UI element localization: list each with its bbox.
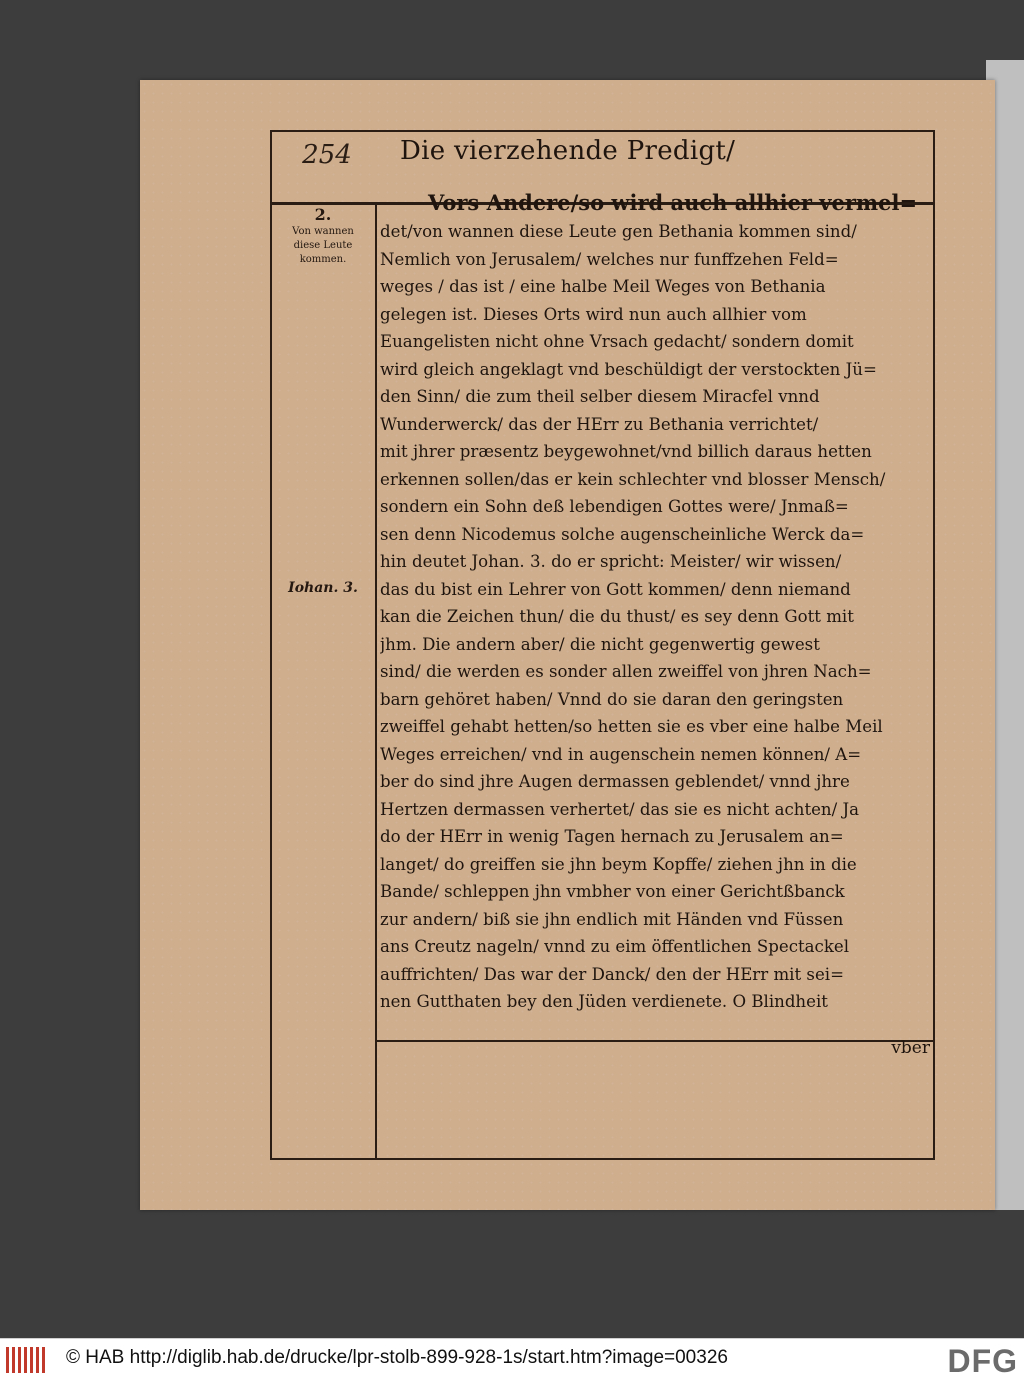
- body-line: det/von wannen diese Leute gen Bethania kommen sind/: [380, 222, 857, 241]
- margin-note-line: diese Leute: [293, 240, 353, 251]
- body-line: barn gehöret haben/ Vnnd do sie daran den geringsten: [380, 689, 844, 709]
- body-line: jhm. Die andern aber/ die nicht gegenwertig gewest: [380, 634, 820, 654]
- scanned-page: [140, 80, 995, 1210]
- body-line: do der HErr in wenig Tagen hernach zu Jerusalem an=: [380, 827, 844, 846]
- body-line: zweiffel gehabt hetten/so hetten sie es vber eine halbe Meil: [380, 717, 883, 736]
- body-line: ans Creutz nageln/ vnnd zu eim öffentlichen Spectackel: [380, 937, 850, 956]
- running-head: Die vierzehende Predigt/: [400, 136, 736, 166]
- body-line: sind/ die werden es sonder allen zweiffel von jhren Nach=: [380, 662, 872, 681]
- body-line: kan die Zeichen thun/ die du thust/ es sey denn Gott mit: [380, 607, 854, 626]
- body-line: wird gleich angeklagt vnd beschüldigt der verstockten Jü=: [380, 359, 877, 379]
- body-line: Vors Andere/so wird auch allhier vermel=: [428, 190, 918, 215]
- body-line: mit jhrer præsentz beygewohnet/vnd billich daraus hetten: [380, 442, 872, 461]
- page-number: 254: [302, 140, 352, 170]
- body-text: [380, 188, 935, 1016]
- margin-note: [277, 205, 369, 267]
- body-line: langet/ do greiffen sie jhn beym Kopffe/ ziehen jhn in die: [380, 854, 857, 874]
- body-line: ber do sind jhre Augen dermassen geblendet/ vnnd jhre: [380, 772, 850, 791]
- body-line: das du bist ein Lehrer von Gott kommen/ denn niemand: [380, 579, 851, 599]
- body-line: Weges erreichen/ vnd in augenschein nemen können/ A=: [380, 744, 862, 764]
- body-line: auffrichten/ Das war der Danck/ den der HErr mit sei=: [380, 964, 844, 984]
- body-line: nen Gutthaten bey den Jüden verdienete. O Blindheit: [380, 992, 828, 1011]
- body-line: Wunderwerck/ das der HErr zu Bethania verrichtet/: [380, 414, 819, 434]
- body-line: zur andern/ biß sie jhn endlich mit Händen vnd Füssen: [380, 909, 844, 929]
- margin-note-line: kommen.: [299, 254, 347, 265]
- viewer-footer: [0, 1338, 1024, 1380]
- body-line: Nemlich von Jerusalem/ welches nur funffzehen Feld=: [380, 249, 839, 269]
- body-line: gelegen ist. Dieses Orts wird nun auch allhier vom: [380, 304, 807, 324]
- hab-logo-icon: [6, 1347, 48, 1373]
- body-line: sen denn Nicodemus solche augenscheinliche Werck da=: [380, 524, 865, 544]
- catchword: vber: [891, 1038, 930, 1058]
- body-line: hin deutet Johan. 3. do er spricht: Meister/ wir wissen/: [380, 552, 842, 571]
- body-line: weges / das ist / eine halbe Meil Weges von Bethania: [380, 277, 826, 296]
- margin-reference: Iohan. 3.: [288, 580, 358, 596]
- body-line: sondern ein Sohn deß lebendigen Gottes were/ Jnmaß=: [380, 497, 849, 516]
- body-line: den Sinn/ die zum theil selber diesem Miracfel vnnd: [380, 387, 820, 406]
- body-line: erkennen sollen/das er kein schlechter vnd blosser Mensch/: [380, 469, 886, 489]
- body-line: Euangelisten nicht ohne Vrsach gedacht/ sondern domit: [380, 332, 854, 351]
- dfg-logo: DFG: [947, 1343, 1018, 1379]
- margin-note-line: Von wannen: [292, 226, 354, 237]
- margin-rule: [375, 205, 377, 1160]
- margin-note-number: 2.: [314, 205, 332, 224]
- body-line: Hertzen dermassen verhertet/ das sie es nicht achten/ Ja: [380, 799, 860, 819]
- copyright-url[interactable]: © HAB http://diglib.hab.de/drucke/lpr-stolb-899-928-1s/start.htm?image=00326: [66, 1347, 728, 1368]
- body-line: Bande/ schleppen jhn vmbher von einer Gerichtßbanck: [380, 882, 845, 901]
